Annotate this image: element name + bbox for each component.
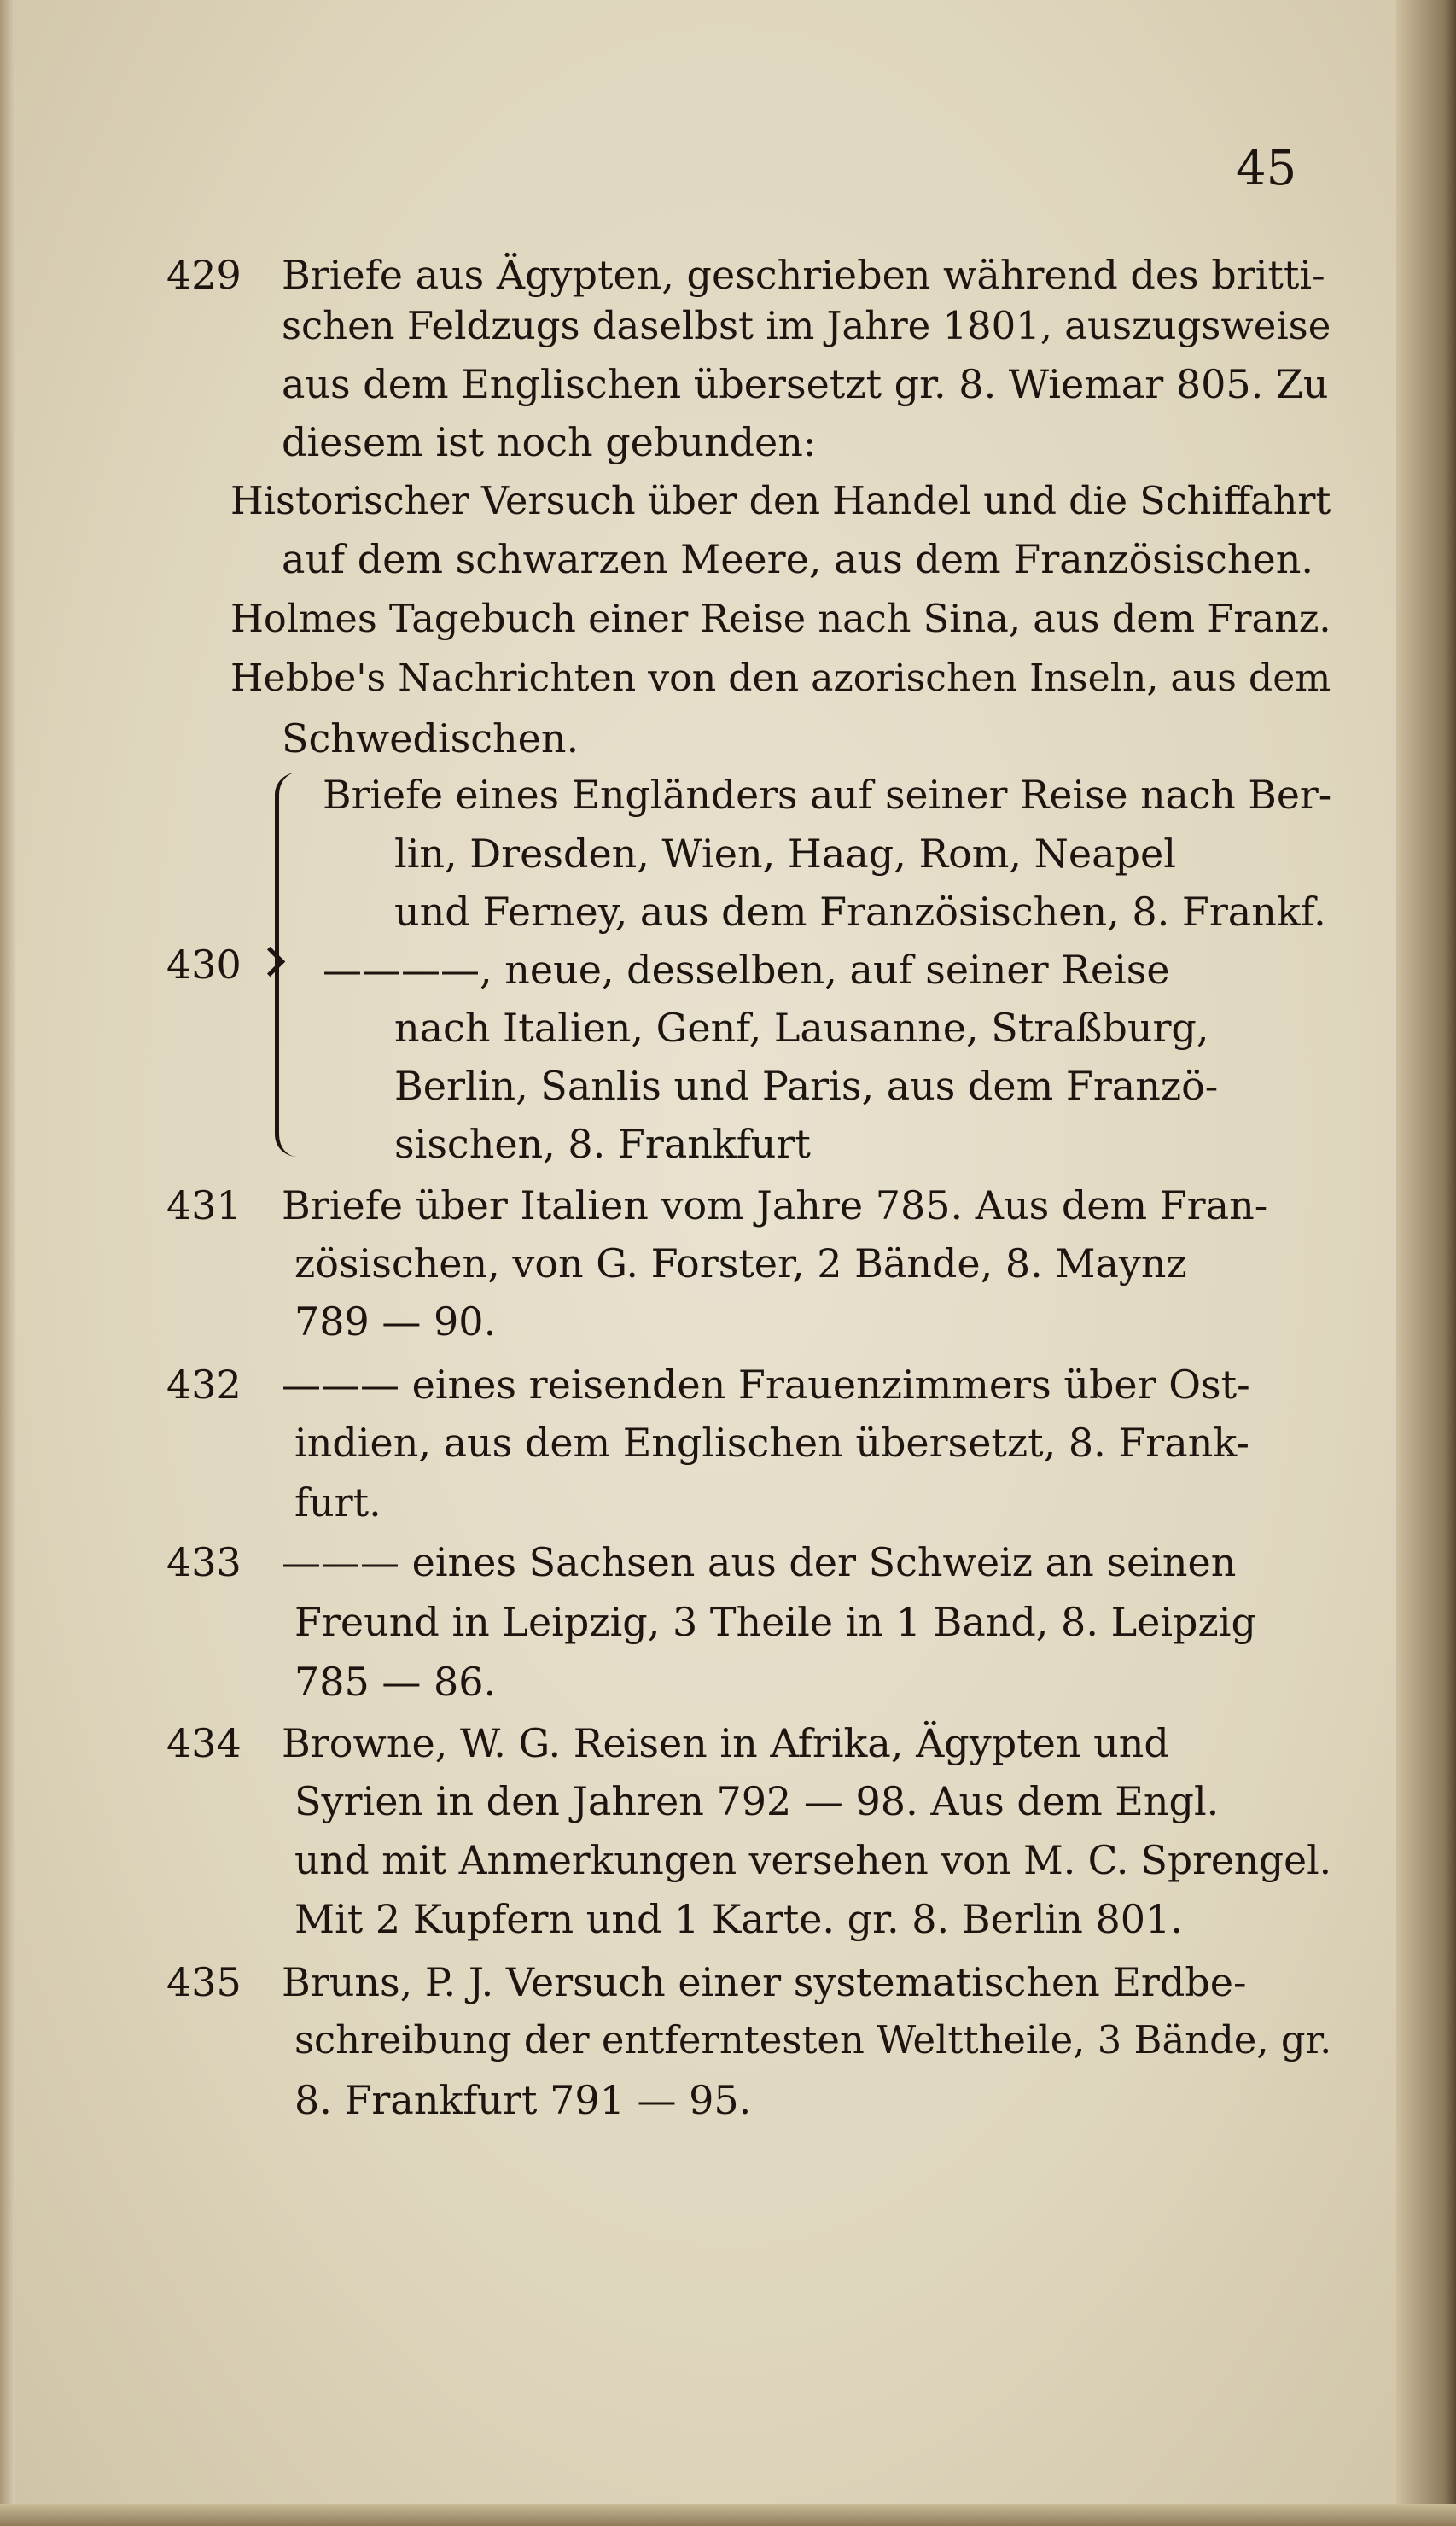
entry-line: und Ferney, aus dem Französischen, 8. Frankf.	[394, 889, 1326, 935]
entry-line: nach Italien, Genf, Lausanne, Straßburg,	[394, 1005, 1209, 1051]
entry-number: 435	[166, 1959, 242, 2005]
entry-line: ————, neue, desselben, auf seiner Reise	[323, 947, 1170, 993]
entry-line: ——— eines Sachsen aus der Schweiz an seinen	[282, 1539, 1237, 1585]
entry-line: Briefe über Italien vom Jahre 785. Aus dem Fran-	[282, 1182, 1268, 1228]
entry-line: 789 — 90.	[294, 1298, 497, 1345]
entry-line: Syrien in den Jahren 792 — 98. Aus dem Engl.	[294, 1778, 1220, 1824]
entry-line: Berlin, Sanlis und Paris, aus dem Franzö-	[394, 1063, 1219, 1109]
entry-number: 433	[166, 1539, 242, 1585]
entry-line: diesem ist noch gebunden:	[282, 419, 817, 465]
entry-line: auf dem schwarzen Meere, aus dem Französischen.	[282, 536, 1313, 582]
entry-line: indien, aus dem Englischen übersetzt, 8. Frank-	[294, 1420, 1249, 1466]
entry-line: ——— eines reisenden Frauenzimmers über Ost-	[282, 1362, 1250, 1408]
entry-line: Freund in Leipzig, 3 Theile in 1 Band, 8. Leipzig	[294, 1599, 1256, 1645]
entry-line: sischen, 8. Frankfurt	[394, 1121, 811, 1167]
entry-number: 429	[166, 252, 242, 298]
entry-line: Briefe aus Ägypten, geschrieben während des britti-	[282, 252, 1325, 298]
entry-line: schen Feldzugs daselbst im Jahre 1801, auszugsweise	[282, 303, 1331, 348]
page-right-edge	[1396, 0, 1456, 2526]
entry-line: Historischer Versuch über den Handel und die Schiffahrt	[230, 480, 1331, 523]
entry-line: Bruns, P. J. Versuch einer systematischen Erdbe-	[282, 1959, 1247, 2005]
page-bottom-edge	[0, 2504, 1456, 2526]
entry-number: 430	[166, 942, 242, 988]
entry-line: 785 — 86.	[294, 1659, 497, 1705]
entry-line: schreibung der entferntesten Welttheile, 3 Bände, gr.	[294, 2017, 1332, 2062]
entry-line: Schwedischen.	[282, 715, 579, 761]
entry-line: und mit Anmerkungen versehen von M. C. Sprengel.	[294, 1838, 1332, 1883]
entry-line: 8. Frankfurt 791 — 95.	[294, 2077, 752, 2123]
entry-number: 434	[166, 1720, 242, 1766]
entry-line: Browne, W. G. Reisen in Afrika, Ägypten und	[282, 1720, 1169, 1766]
entry-number: 432	[166, 1362, 242, 1408]
entry-line: Mit 2 Kupfern und 1 Karte. gr. 8. Berlin 801.	[294, 1896, 1183, 1942]
entry-line: Holmes Tagebuch einer Reise nach Sina, aus dem Franz.	[230, 597, 1331, 641]
page-left-edge	[0, 0, 15, 2526]
entry-line: furt.	[294, 1479, 381, 1526]
entry-line: aus dem Englischen übersetzt gr. 8. Wiemar 805. Zu	[282, 361, 1329, 407]
entry-line: Briefe eines Engländers auf seiner Reise nach Ber-	[323, 773, 1332, 818]
entry-number: 431	[166, 1182, 242, 1228]
entry-line: zösischen, von G. Forster, 2 Bände, 8. Maynz	[294, 1240, 1187, 1286]
entry-line: Hebbe's Nachrichten von den azorischen Inseln, aus dem	[230, 656, 1331, 700]
page-number: 45	[1236, 141, 1297, 196]
entry-line: lin, Dresden, Wien, Haag, Rom, Neapel	[394, 831, 1176, 877]
